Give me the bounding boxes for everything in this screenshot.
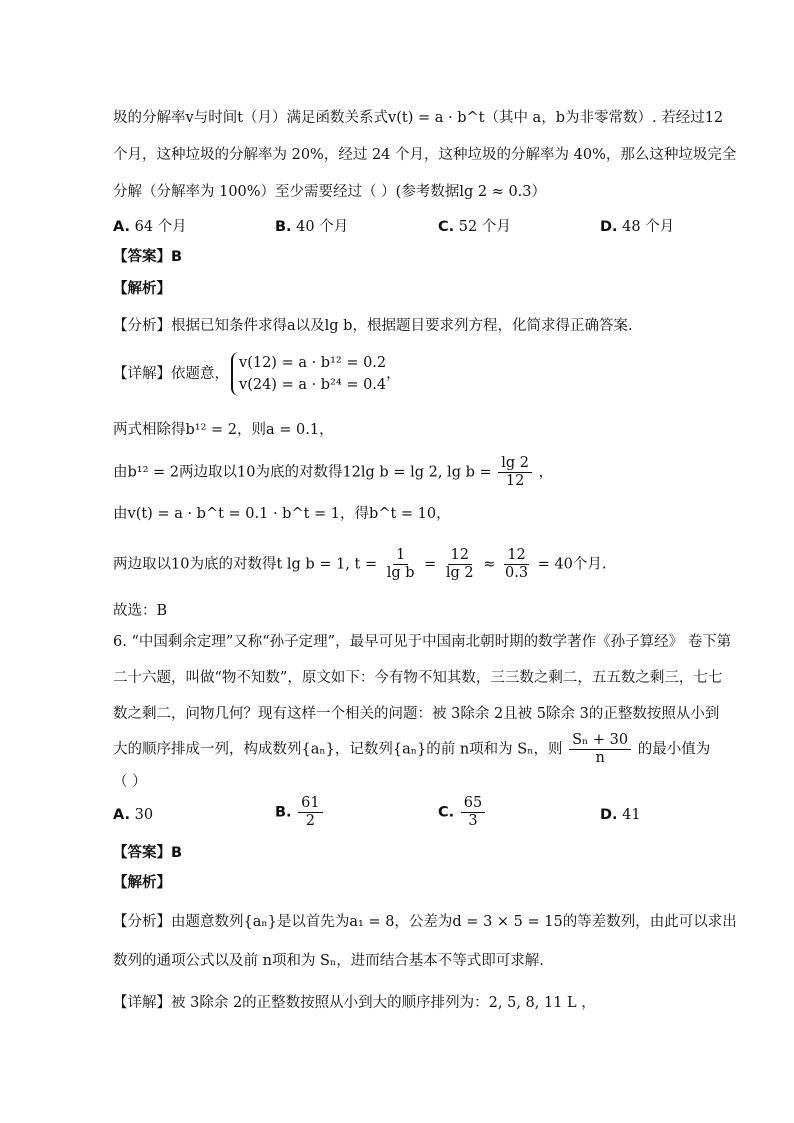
q5-step-3: 由v(t) = a · b^t = 0.1 · b^t = 1，得b^t = 10， bbox=[113, 506, 451, 522]
q5-step-2 bbox=[113, 455, 553, 490]
step-tail: = 40个月. bbox=[537, 556, 607, 573]
numerator: Sₙ + 30 bbox=[569, 732, 631, 750]
option-text: 52 个月 bbox=[458, 219, 511, 235]
equation-2: v(24) = a · b²⁴ = 0.4 bbox=[239, 377, 387, 393]
q6-stem-line-5: （ ） bbox=[113, 774, 147, 790]
q5-option-c[interactable] bbox=[438, 217, 511, 237]
q6-answer: 【答案】B bbox=[113, 845, 183, 861]
option-text: 41 bbox=[622, 807, 641, 823]
q5-analysis: 【分析】根据已知条件求得a以及lg b，根据题目要求列方程，化简求得正确答案. bbox=[113, 318, 633, 334]
denominator: n bbox=[595, 750, 605, 766]
option-text: 30 bbox=[134, 807, 154, 823]
numerator: 12 bbox=[504, 547, 528, 565]
option-label: D. bbox=[600, 807, 618, 823]
fraction bbox=[569, 732, 631, 767]
q5-choose: 故选：B bbox=[113, 603, 168, 619]
q5-stem-line-3: 分解（分解率为 100%）至少需要经过（ ）(参考数据lg 2 ≈ 0.3） bbox=[113, 184, 547, 200]
q6-option-d[interactable] bbox=[600, 805, 641, 825]
q6-analysis-line-2: 数列的通项公式以及前 n项和为 Sₙ，进而结合基本不等式即可求解. bbox=[113, 953, 544, 969]
equation-1: v(12) = a · b¹² = 0.2 bbox=[239, 355, 387, 371]
q5-analysis-heading: 【解析】 bbox=[113, 281, 171, 297]
denominator: 2 bbox=[305, 813, 316, 829]
q6-option-a[interactable] bbox=[113, 805, 153, 825]
denominator: lg 2 bbox=[445, 565, 474, 581]
q5-answer: 【答案】B bbox=[113, 249, 183, 265]
option-label: C. bbox=[438, 804, 455, 821]
q5-stem-line-1: 圾的分解率v与时间t（月）满足函数关系式v(t) = a · b^t（其中 a，b为非零常数）. 若经过12 bbox=[113, 110, 724, 126]
numerator: 61 bbox=[298, 795, 322, 813]
option-label: C. bbox=[438, 219, 455, 235]
option-label: D. bbox=[600, 219, 618, 235]
fraction bbox=[502, 547, 531, 582]
q6-stem-line-2: 二十六题，叫做“物不知数”，原文如下：今有物不知其数，三三数之剩二，五五数之剩三，七七 bbox=[113, 670, 723, 686]
option-label: B. bbox=[275, 219, 292, 235]
q6-stem-line-4 bbox=[113, 732, 710, 767]
numerator: lg 2 bbox=[498, 455, 532, 473]
q6-analysis-heading: 【解析】 bbox=[113, 875, 171, 891]
q5-option-b[interactable] bbox=[275, 217, 348, 237]
q5-step-4 bbox=[113, 547, 607, 582]
fraction bbox=[298, 795, 322, 830]
option-label: B. bbox=[275, 804, 292, 821]
option-label: A. bbox=[113, 807, 130, 823]
step-text: 两边取以10为底的对数得t lg b = 1, t = bbox=[113, 556, 378, 573]
step-text: 由b¹² = 2两边取以10为底的对数得12lg b = lg 2, lg b = bbox=[113, 464, 492, 481]
fraction bbox=[443, 547, 477, 582]
equation-tail: ， bbox=[386, 366, 401, 382]
option-text: 48 个月 bbox=[622, 219, 675, 235]
q5-stem-line-2: 个月，这种垃圾的分解率为 20%，经过 24 个月，这种垃圾的分解率为 40%，那么这种垃圾完全 bbox=[113, 147, 737, 163]
numerator: 1 bbox=[393, 547, 408, 565]
q5-option-d[interactable] bbox=[600, 217, 674, 237]
detail-label: 【详解】依题意， bbox=[113, 366, 229, 382]
approx-sign: ≈ bbox=[483, 556, 496, 573]
denominator: 12 bbox=[505, 473, 525, 489]
q6-stem-line-1: 6. “中国剩余定理”又称“孙子定理”，最早可见于中国南北朝时期的数学著作《孙子算经》 卷下第 bbox=[113, 634, 732, 650]
q6-option-c[interactable] bbox=[438, 795, 487, 830]
fraction bbox=[498, 455, 532, 490]
q6-detail: 【详解】被 3除余 2的正整数按照从小到大的顺序排列为：2, 5, 8, 11 L ， bbox=[113, 995, 596, 1011]
denominator: lg b bbox=[386, 565, 415, 581]
option-text: 40 个月 bbox=[296, 219, 349, 235]
numerator: 12 bbox=[448, 547, 472, 565]
q5-option-a[interactable] bbox=[113, 217, 187, 237]
numerator: 65 bbox=[461, 795, 485, 813]
stem-tail: 的最小值为 bbox=[637, 741, 711, 758]
fraction bbox=[384, 547, 418, 582]
option-label: A. bbox=[113, 219, 130, 235]
denominator: 0.3 bbox=[505, 565, 529, 581]
q5-step-1: 两式相除得b¹² = 2，则a = 0.1， bbox=[113, 422, 334, 438]
step-tail: ， bbox=[538, 464, 554, 481]
q6-analysis-line-1: 【分析】由题意数列{aₙ}是以首先为a₁ = 8，公差为d = 3 × 5 = 15的等差数列，由此可以求出 bbox=[113, 914, 737, 930]
fraction bbox=[461, 795, 485, 830]
q5-detail-system bbox=[113, 352, 401, 396]
stem-text: 大的顺序排成一列，构成数列{aₙ}，记数列{aₙ}的前 n项和为 Sₙ，则 bbox=[113, 741, 563, 758]
denominator: 3 bbox=[468, 813, 478, 829]
q6-stem-line-3: 数之剩二，问物几何？现有这样一个相关的问题：被 3除余 2且被 5除余 3的正整数按照从小到 bbox=[113, 706, 720, 722]
q6-option-b[interactable] bbox=[275, 795, 325, 830]
equation-system bbox=[231, 352, 386, 396]
equals-sign: = bbox=[424, 556, 437, 573]
option-text: 64 个月 bbox=[134, 219, 187, 235]
